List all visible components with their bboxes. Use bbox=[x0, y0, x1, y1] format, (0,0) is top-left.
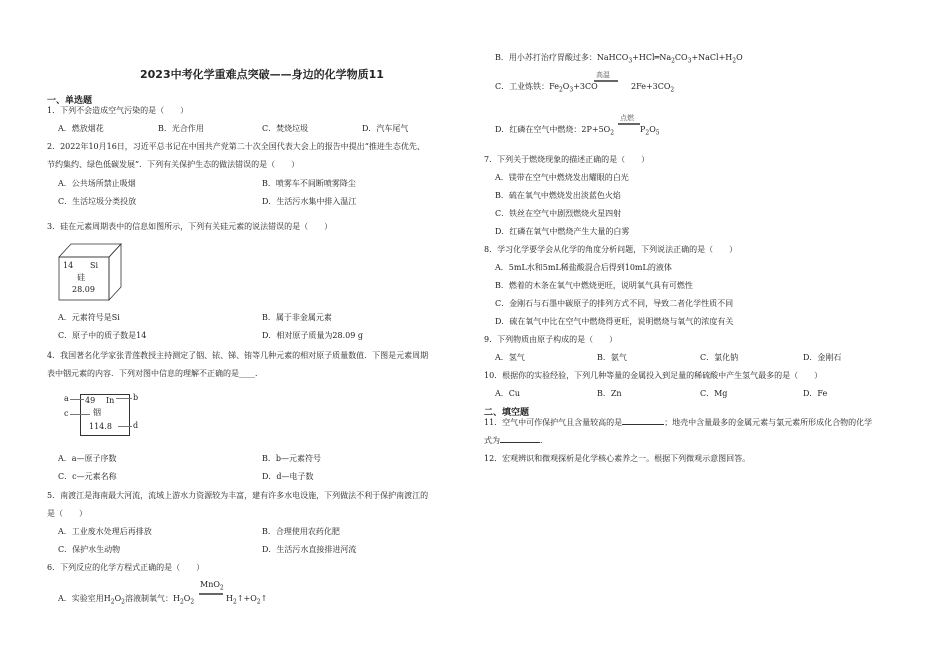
question-7-option-d: D．红磷在氧气中燃烧产生大量的白雾 bbox=[495, 227, 630, 236]
ignition-condition: 点燃 bbox=[620, 114, 634, 122]
question-2-stem-line2: 节约集约、绿色低碳发展”．下列有关保护生态的做法错误的是（ ） bbox=[47, 160, 300, 169]
silicon-atomic-mass: 28.09 bbox=[72, 285, 95, 294]
question-1-option-a: A．燃放烟花 bbox=[58, 124, 104, 133]
question-7-option-b: B．硫在氧气中燃烧发出淡蓝色火焰 bbox=[495, 191, 621, 200]
question-7-stem: 7．下列关于燃烧现象的描述正确的是（ ） bbox=[484, 155, 650, 164]
pointer-label-b: b bbox=[133, 393, 139, 402]
question-7-option-c: C．铁丝在空气中剧烈燃烧火星四射 bbox=[495, 209, 622, 218]
question-9-option-b: B．氨气 bbox=[597, 353, 627, 362]
catalyst-condition: MnO$_2$ bbox=[200, 580, 224, 592]
question-7-option-a: A．镁带在空气中燃烧发出耀眼的白光 bbox=[495, 173, 629, 182]
question-2-stem-line1: 2．2022年10月16日，习近平总书记在中国共产党第二十次全国代表大会上的报告中提出“推进生态优先、 bbox=[47, 142, 425, 151]
question-3-option-a: A．元素符号是Si bbox=[58, 313, 120, 322]
question-6-option-d: D．红磷在空气中燃烧：$2P+5O_2$ bbox=[495, 125, 615, 137]
indium-atomic-number: 49 bbox=[85, 396, 96, 405]
question-5-stem-line1: 5．南渡江是海南最大河流，流域上游水力资源较为丰富，建有许多水电设施，下列做法不利于保护南渡江的 bbox=[47, 491, 429, 500]
indium-name: 铟 bbox=[93, 408, 101, 417]
reaction-arrow-c bbox=[594, 80, 618, 82]
question-5-option-c: C．保护水生动物 bbox=[58, 545, 121, 554]
question-9-option-d: D．金刚石 bbox=[803, 353, 842, 362]
question-5-option-a: A．工业废水处理后再排放 bbox=[58, 527, 152, 536]
question-4-stem-line1: 4．我国著名化学家张青莲教授主持测定了铟、铱、锑、铕等几种元素的相对原子质量数值．下图是元素周期 bbox=[47, 351, 429, 360]
answer-blank-2[interactable] bbox=[500, 442, 540, 443]
question-8-option-a: A．5mL水和5mL稀盐酸混合后得到10mL的液体 bbox=[495, 263, 672, 272]
cell-side-face bbox=[109, 244, 121, 300]
cell-top-face bbox=[59, 244, 121, 257]
high-temperature-condition: 高温 bbox=[596, 71, 610, 79]
question-10-stem: 10．根据你的实验经验，下列几种等量的金属投入到足量的稀硫酸中产生氢气最多的是（ ） bbox=[484, 371, 823, 380]
pointer-label-a: a bbox=[64, 394, 69, 403]
question-10-option-a: A．Cu bbox=[495, 389, 521, 398]
question-6-option-c-products: $2Fe+3CO_2$ bbox=[631, 82, 675, 94]
question-4-option-b: B．b—元素符号 bbox=[262, 454, 321, 463]
question-10-option-d: D．Fe bbox=[803, 389, 828, 398]
page-title: 2023中考化学重难点突破——身边的化学物质11 bbox=[140, 68, 384, 81]
silicon-name: 硅 bbox=[77, 273, 85, 282]
question-11-line1: 11．空气中可作保护气且含量较高的是 ；地壳中含量最多的金属元素与氯元素所形成化合物的化学 bbox=[484, 418, 873, 427]
question-6-option-d-products: $P_2O_5$ bbox=[640, 125, 660, 137]
question-8-option-b: B．燃着的木条在氧气中燃烧更旺，说明氧气具有可燃性 bbox=[495, 281, 693, 290]
question-1-stem: 1．下列不会造成空气污染的是（ ） bbox=[47, 106, 189, 115]
question-4-option-d: D．d—电子数 bbox=[262, 472, 314, 481]
question-12-stem: 12．宏观辨识和微观探析是化学核心素养之一。根据下列微观示意图回答。 bbox=[484, 454, 751, 463]
question-6-stem: 6．下列反应的化学方程式正确的是（ ） bbox=[47, 563, 205, 572]
question-9-option-a: A．氢气 bbox=[495, 353, 525, 362]
question-6-option-a: A．实验室用$H_2O_2$溶液制氧气：$H_2O_2$ bbox=[58, 594, 195, 606]
question-2-option-b: B．喷雾车不间断喷雾降尘 bbox=[262, 179, 356, 188]
pointer-label-d: d bbox=[133, 421, 139, 430]
indium-symbol: In bbox=[106, 396, 115, 405]
question-6-option-b: B．用小苏打治疗胃酸过多：$NaHCO_3+HCl═Na_2CO_3+NaCl+H_2O$ bbox=[495, 53, 743, 65]
reaction-arrow-a bbox=[199, 593, 223, 595]
answer-blank-1[interactable] bbox=[622, 424, 664, 425]
question-4-option-c: C．c—元素名称 bbox=[58, 472, 117, 481]
pointer-line-d bbox=[118, 426, 132, 427]
indium-atomic-mass: 114.8 bbox=[89, 422, 112, 431]
question-10-option-c: C．Mg bbox=[700, 389, 728, 398]
silicon-symbol: Si bbox=[90, 261, 99, 270]
question-1-option-d: D．汽车尾气 bbox=[362, 124, 409, 133]
question-3-option-b: B．属于非金属元素 bbox=[262, 313, 332, 322]
question-2-option-d: D．生活污水集中排入温江 bbox=[262, 197, 357, 206]
pointer-label-c: c bbox=[64, 409, 69, 418]
question-3-option-d: D．相对原子质量为28.09 g bbox=[262, 331, 363, 340]
question-6-option-c: C．工业炼铁：$Fe_2O_3+3CO$ bbox=[495, 82, 598, 94]
pointer-line-b bbox=[116, 398, 132, 399]
silicon-atomic-number: 14 bbox=[63, 261, 74, 270]
pointer-line-a bbox=[70, 399, 84, 400]
section-heading-fill-in: 二、填空题 bbox=[484, 408, 530, 418]
question-5-option-d: D．生活污水直接排进河流 bbox=[262, 545, 357, 554]
question-2-option-c: C．生活垃圾分类投放 bbox=[58, 197, 137, 206]
question-1-option-b: B．光合作用 bbox=[158, 124, 204, 133]
question-1-option-c: C．焚烧垃圾 bbox=[262, 124, 309, 133]
question-5-stem-line2: 是（ ） bbox=[47, 509, 87, 518]
section-heading-single-choice: 一、单选题 bbox=[47, 96, 93, 106]
reaction-arrow-d bbox=[618, 123, 640, 125]
question-9-option-c: C．氯化钠 bbox=[700, 353, 739, 362]
question-4-stem-line2: 表中铟元素的内容．下列对图中信息的理解不正确的是____． bbox=[47, 369, 263, 378]
pointer-line-c bbox=[70, 414, 90, 415]
question-8-option-c: C．金刚石与石墨中碳原子的排列方式不同，导致二者化学性质不同 bbox=[495, 299, 734, 308]
question-2-option-a: A．公共场所禁止吸烟 bbox=[58, 179, 136, 188]
question-9-stem: 9．下列物质由原子构成的是（ ） bbox=[484, 335, 618, 344]
question-3-option-c: C．原子中的质子数是14 bbox=[58, 331, 147, 340]
question-8-option-d: D．硫在氧气中比在空气中燃烧得更旺，说明燃烧与氧气的浓度有关 bbox=[495, 317, 734, 326]
question-3-stem: 3．硅在元素周期表中的信息如图所示，下列有关硅元素的说法错误的是（ ） bbox=[47, 222, 333, 231]
question-4-option-a: A．a—原子序数 bbox=[58, 454, 117, 463]
question-10-option-b: B．Zn bbox=[597, 389, 622, 398]
question-5-option-b: B．合理使用农药化肥 bbox=[262, 527, 340, 536]
question-6-option-a-products: $H_2↑+O_2↑$ bbox=[226, 594, 268, 606]
question-8-stem: 8．学习化学要学会从化学的角度分析问题，下列说法正确的是（ ） bbox=[484, 245, 738, 254]
question-11-line2: 式为 ． bbox=[484, 436, 548, 445]
